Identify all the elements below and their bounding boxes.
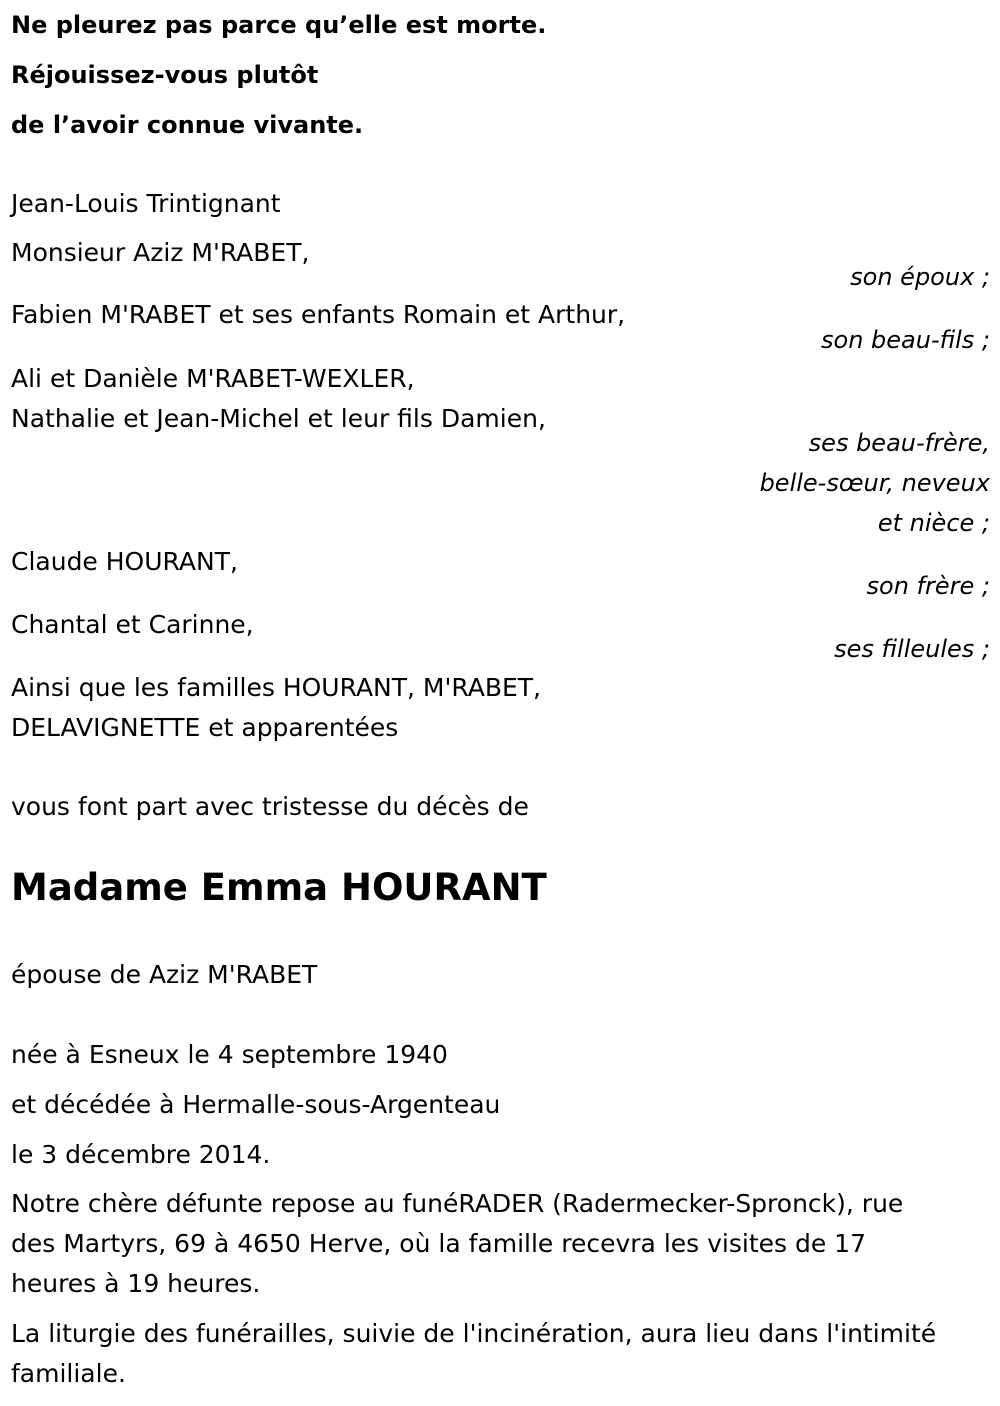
poem-line-1: Ne pleurez pas parce qu’elle est morte.: [11, 11, 547, 39]
in-laws-relation-1: ses beau-frère,: [808, 429, 990, 457]
repose-line-3: heures à 19 heures.: [11, 1269, 261, 1298]
families-line-1: Ainsi que les familles HOURANT, M'RABET,: [11, 673, 541, 702]
spouse-relation: son époux ;: [850, 263, 990, 291]
poem-author: Jean-Louis Trintignant: [11, 189, 281, 218]
liturgy-line-2: familiale.: [11, 1359, 126, 1388]
announcement: vous font part avec tristesse du décès de: [11, 792, 529, 821]
in-laws-line-1: Ali et Danièle M'RABET-WEXLER,: [11, 364, 415, 393]
death-info-line-2: le 3 décembre 2014.: [11, 1140, 271, 1169]
in-laws-relation-3: et nièce ;: [877, 509, 990, 537]
deceased-name: Madame Emma HOURANT: [11, 866, 547, 909]
birth-info: née à Esneux le 4 septembre 1940: [11, 1040, 448, 1069]
poem-line-2: Réjouissez-vous plutôt: [11, 61, 319, 89]
repose-line-2: des Martyrs, 69 à 4650 Herve, où la famille recevra les visites de 17: [11, 1229, 866, 1258]
in-laws-relation-2: belle-sœur, neveux: [759, 469, 990, 497]
spouse-name: Monsieur Aziz M'RABET,: [11, 238, 310, 267]
poem-line-3: de l’avoir connue vivante.: [11, 111, 364, 139]
repose-line-1: Notre chère défunte repose au funéRADER (Radermecker-Spronck), rue: [11, 1189, 904, 1218]
in-laws-line-2: Nathalie et Jean-Michel et leur fils Damien,: [11, 404, 546, 433]
deceased-spouse: épouse de Aziz M'RABET: [11, 960, 318, 989]
death-info-line-1: et décédée à Hermalle-sous-Argenteau: [11, 1090, 501, 1119]
goddaughters-relation: ses filleules ;: [834, 635, 990, 663]
son-in-law-name: Fabien M'RABET et ses enfants Romain et Arthur,: [11, 300, 626, 329]
son-in-law-relation: son beau-fils ;: [821, 326, 990, 354]
liturgy-line-1: La liturgie des funérailles, suivie de l'incinération, aura lieu dans l'intimité: [11, 1319, 937, 1348]
brother-name: Claude HOURANT,: [11, 547, 238, 576]
goddaughters-name: Chantal et Carinne,: [11, 610, 254, 639]
families-line-2: DELAVIGNETTE et apparentées: [11, 713, 399, 742]
brother-relation: son frère ;: [866, 572, 990, 600]
